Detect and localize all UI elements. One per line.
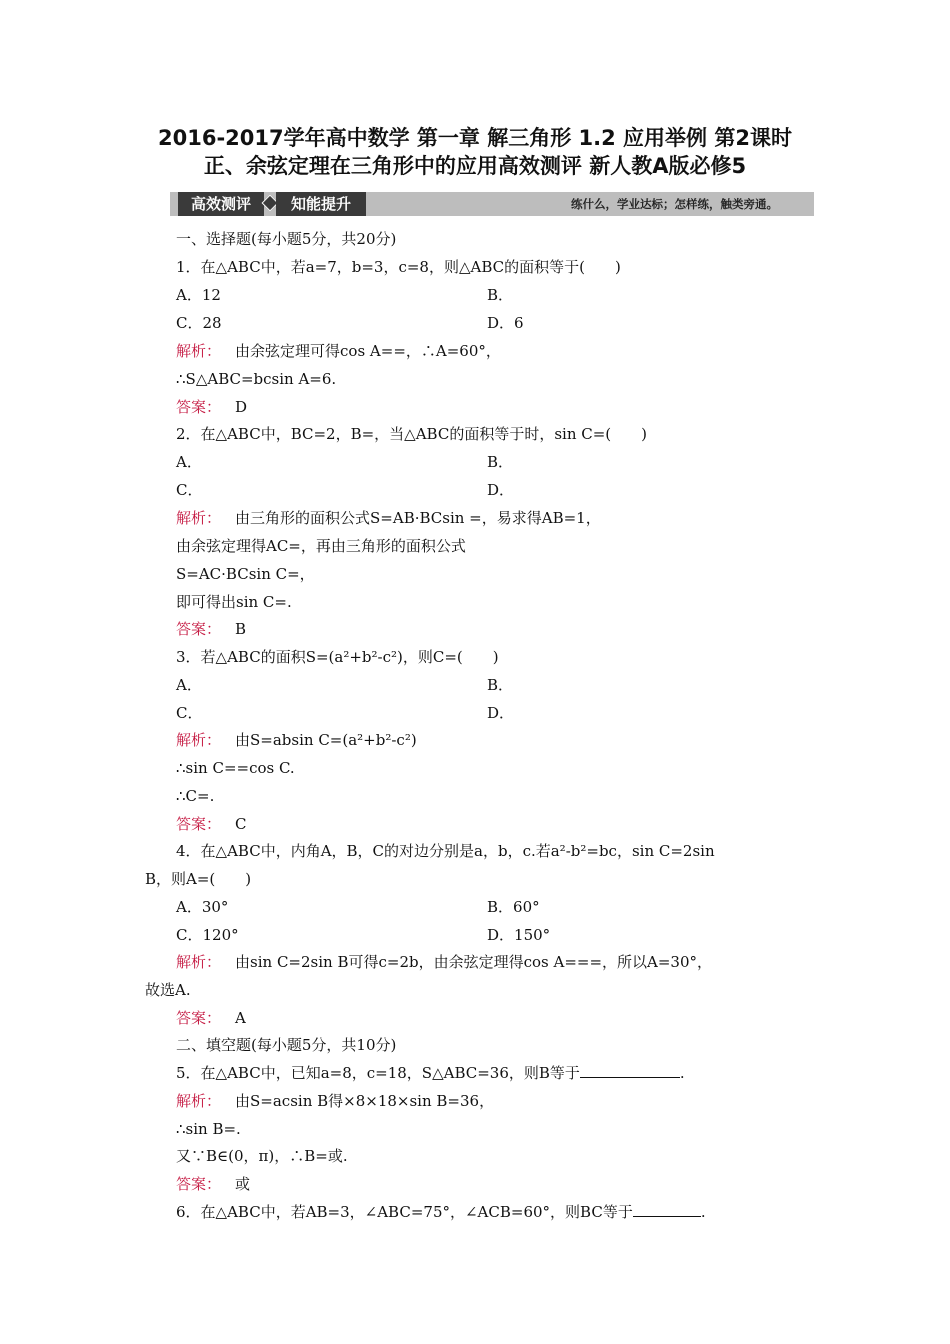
- banner-tag-test: 高效测评: [178, 192, 264, 216]
- text-line: [176, 452, 202, 472]
- solution-line: [176, 730, 417, 750]
- line-text: 1．在△ABC中，若a=7，b=3，c=8，则△ABC的面积等于( ): [176, 258, 621, 276]
- solution-line: [176, 952, 712, 972]
- text-line: [487, 313, 524, 333]
- line-text: 一、选择题(每小题5分，共20分): [176, 230, 397, 248]
- text-line: [176, 257, 621, 277]
- solution-line: [176, 1008, 246, 1028]
- line-text: C．120°: [176, 926, 239, 944]
- line-text: 3．若△ABC的面积S=(a²+b²-c²)，则C=( ): [176, 648, 499, 666]
- line-text: ∴C=.: [176, 787, 215, 805]
- line-text: A．: [176, 453, 202, 471]
- line-text: D．6: [487, 314, 524, 332]
- text-line: [176, 786, 214, 806]
- fill-in-blank[interactable]: [633, 1202, 701, 1217]
- answer-label: 答案：: [176, 1009, 222, 1027]
- text-line: [176, 480, 202, 500]
- solution-line: [176, 397, 247, 417]
- line-text: B．60°: [487, 898, 540, 916]
- line-text: A: [235, 1009, 246, 1027]
- line-text: D．: [487, 481, 515, 499]
- text-line: [487, 925, 550, 945]
- line-text: C．28: [176, 314, 222, 332]
- line-text: 6．在△ABC中，若AB=3，∠ABC=75°，∠ACB=60°，则BC等于: [176, 1203, 633, 1221]
- line-text: 由S=acsin B得×8×18×sin B=36，: [235, 1092, 495, 1110]
- answer-label: 解析：: [176, 731, 222, 749]
- solution-line: [176, 1091, 494, 1111]
- line-text: D．: [487, 704, 515, 722]
- text-line: [487, 897, 540, 917]
- line-text: 或: [235, 1175, 251, 1193]
- document-title-line-2: 正、余弦定理在三角形中的应用高效测评 新人教A版必修5: [203, 154, 747, 178]
- line-text: 即可得出sin C=.: [176, 593, 292, 611]
- line-text: C．: [176, 481, 203, 499]
- line-text: C．: [176, 704, 203, 722]
- text-line: [176, 703, 202, 723]
- line-text: 由三角形的面积公式S=AB·BCsin =，易求得AB=1，: [235, 509, 601, 527]
- text-line: [176, 369, 336, 389]
- section-banner: [170, 192, 814, 216]
- banner-slogan: 练什么，学业达标；怎样练，触类旁通。: [571, 197, 778, 211]
- answer-label: 解析：: [176, 342, 222, 360]
- line-text: ∴S△ABC=bcsin A=6.: [176, 370, 337, 388]
- text-line: [176, 285, 221, 305]
- text-line: [176, 1035, 396, 1055]
- line-text: 二、填空题(每小题5分，共10分): [176, 1036, 397, 1054]
- text-line: [176, 1063, 685, 1083]
- text-line: [176, 536, 466, 556]
- line-text: ∴sin B=.: [176, 1120, 241, 1138]
- text-line: [176, 647, 499, 667]
- answer-label: 解析：: [176, 1092, 222, 1110]
- line-text: 由余弦定理得AC=，再由三角形的面积公式: [176, 537, 466, 555]
- line-text: S=AC·BCsin C=，: [176, 565, 315, 583]
- text-line: [176, 897, 228, 917]
- line-text: A．30°: [176, 898, 229, 916]
- line-text: B，则A=( ): [145, 870, 252, 888]
- text-line: [176, 925, 239, 945]
- text-line: [487, 703, 514, 723]
- answer-label: 答案：: [176, 815, 222, 833]
- text-line: [176, 229, 396, 249]
- line-text: 4．在△ABC中，内角A，B，C的对边分别是a，b，c.若a²-b²=bc，sin C=2sin: [176, 842, 715, 860]
- banner-tag-improve: 知能提升: [276, 192, 366, 216]
- answer-label: 解析：: [176, 953, 222, 971]
- line-text: A．12: [176, 286, 221, 304]
- document-title-line-1: 2016-2017学年高中数学 第一章 解三角形 1.2 应用举例 第2课时: [158, 126, 792, 150]
- line-text: B: [235, 620, 247, 638]
- line-text: B．: [487, 676, 514, 694]
- line-text: ∴sin C==cos C.: [176, 759, 295, 777]
- solution-line: [176, 508, 601, 528]
- fill-in-blank[interactable]: [580, 1063, 680, 1078]
- text-line: [176, 1119, 241, 1139]
- answer-label: 答案：: [176, 620, 222, 638]
- text-line: [176, 592, 292, 612]
- line-suffix: .: [679, 1064, 685, 1082]
- line-suffix: .: [700, 1203, 706, 1221]
- line-text: D: [235, 398, 248, 416]
- solution-line: [176, 1174, 250, 1194]
- answer-label: 解析：: [176, 509, 222, 527]
- answer-label: 答案：: [176, 398, 222, 416]
- line-text: 5．在△ABC中，已知a=8，c=18，S△ABC=36，则B等于: [176, 1064, 580, 1082]
- text-line: [176, 1146, 348, 1166]
- text-line: [176, 1202, 706, 1222]
- line-text: D．150°: [487, 926, 551, 944]
- line-text: 故选A.: [145, 981, 191, 999]
- solution-line: [176, 619, 246, 639]
- text-line: [487, 480, 514, 500]
- text-line: [176, 758, 295, 778]
- text-line: [145, 869, 251, 889]
- text-line: [487, 452, 513, 472]
- text-line: [176, 675, 202, 695]
- text-line: [176, 313, 222, 333]
- text-line: [176, 424, 647, 444]
- text-line: [487, 285, 513, 305]
- line-text: C: [235, 815, 247, 833]
- line-text: A．: [176, 676, 202, 694]
- line-text: 由S=absin C=(a²+b²-c²): [235, 731, 417, 749]
- text-line: [145, 980, 191, 1000]
- text-line: [176, 841, 715, 861]
- line-text: 由余弦定理可得cos A==，∴A=60°，: [235, 342, 501, 360]
- line-text: 2．在△ABC中，BC=2，B=，当△ABC的面积等于时，sin C=( ): [176, 425, 647, 443]
- solution-line: [176, 814, 247, 834]
- text-line: [487, 675, 513, 695]
- line-text: 由sin C=2sin B可得c=2b，由余弦定理得cos A===，所以A=30°，: [235, 953, 713, 971]
- solution-line: [176, 341, 501, 361]
- text-line: [176, 564, 315, 584]
- line-text: B．: [487, 286, 514, 304]
- line-text: 又∵B∈(0，π)，∴B=或.: [176, 1147, 348, 1165]
- answer-label: 答案：: [176, 1175, 222, 1193]
- line-text: B．: [487, 453, 514, 471]
